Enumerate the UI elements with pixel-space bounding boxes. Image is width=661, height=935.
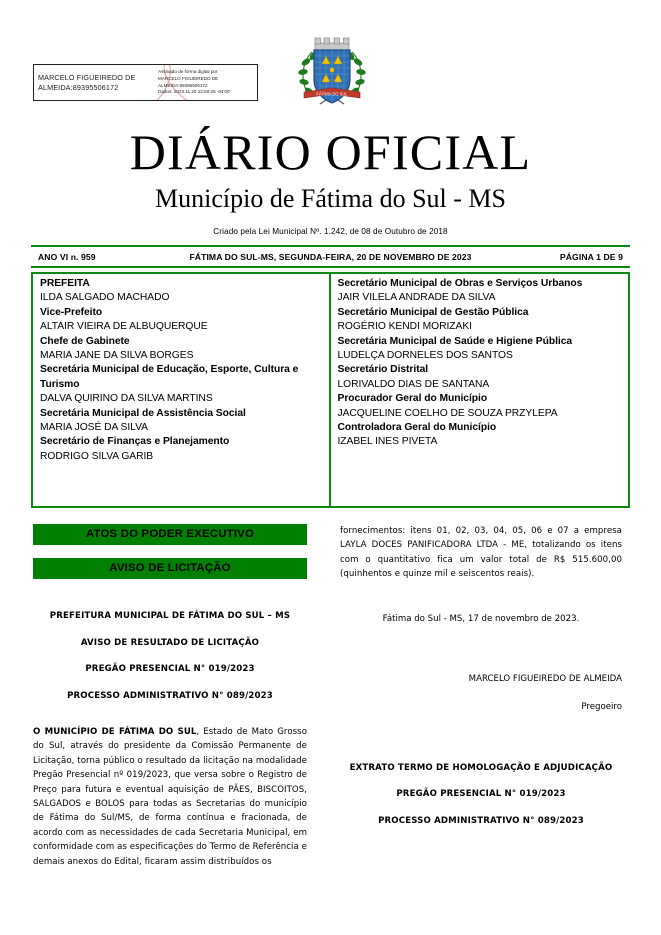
officials-column-right (331, 274, 629, 506)
notice-heading: PROCESSO ADMINISTRATIVO N° 089/2023 (67, 690, 273, 701)
signature-place-date: Fátima do Sul - MS, 17 de novembro de 2023. (382, 613, 580, 624)
signature-detail-line-1: Assinado de forma digital por (158, 69, 218, 75)
notice-paragraph-continuation: fornecimentos: itens 01, 02, 03, 04, 05, 06 e 07 a empresa LAYLA DOCES PANIFICADORA LTDA - ME, totalizando os itens com o quantitativo fica um valor total de R$ 515.600,00 (quinhentos e quinze mil e seiscentos reais). (340, 526, 622, 580)
official-role: Chefe de Gabinete (40, 335, 130, 347)
official-name: ILDA SALGADO MACHADO (40, 292, 170, 304)
masthead-law-line: Criado pela Lei Municipal Nº. 1.242, de 08 de Outubro de 2018 (213, 227, 448, 236)
official-role: Secretário Municipal de Obras e Serviços Urbanos (337, 278, 583, 289)
signature-detail-line-4: Dados: 2023.11.20 12:50:25 -04'00' (158, 89, 231, 95)
official-role: Secretário Municipal de Gestão Pública (337, 306, 529, 318)
homologation-heading: PROCESSO ADMINISTRATIVO N° 089/2023 (378, 815, 584, 826)
official-entry (40, 435, 323, 464)
official-role: Secretário de Finanças e Planejamento (40, 436, 230, 448)
official-entry (40, 363, 323, 406)
official-name: DALVA QUIRINO DA SILVA MARTINS (40, 393, 213, 405)
issue-bar (31, 245, 630, 268)
official-name: MARIA JANE DA SILVA BORGES (40, 350, 194, 362)
signature-details (153, 69, 257, 95)
official-name: JACQUELINE COELHO DE SOUZA PRZYLEPA (337, 407, 558, 419)
official-role: Vice-Prefeito (40, 306, 103, 318)
official-entry (338, 363, 623, 392)
notice-paragraph (33, 725, 307, 869)
section-banner-atos: ATOS DO PODER EXECUTIVO (33, 524, 307, 545)
masthead-subtitle: Município de Fátima do Sul - MS (155, 184, 506, 213)
official-entry (40, 306, 323, 335)
official-name: ALTAIR VIEIRA DE ALBUQUERQUE (40, 321, 208, 333)
section-banner-aviso: AVISO DE LICITAÇÃO (33, 558, 307, 579)
issue-page-number: PÁGINA 1 DE 9 (559, 251, 623, 262)
official-role: Procurador Geral do Município (337, 393, 488, 405)
crest-banner-text: FÁTIMA DO SUL (316, 91, 348, 97)
notice-headings (33, 609, 307, 703)
official-entry (338, 277, 623, 306)
official-entry (40, 335, 323, 364)
official-entry (40, 407, 323, 436)
official-entry (338, 335, 623, 364)
official-entry (338, 392, 623, 421)
notice-heading: PREGÃO PRESENCIAL N° 019/2023 (85, 664, 255, 674)
notice-heading: AVISO DE RESULTADO DE LICITAÇÃO (80, 637, 260, 648)
official-entry (338, 421, 623, 450)
homologation-headings (340, 761, 622, 829)
digital-signature-stamp (33, 64, 258, 101)
masthead (0, 126, 661, 238)
official-entry (40, 277, 323, 306)
official-name: RODRIGO SILVA GARIB (40, 450, 154, 462)
notice-paragraph-body: , Estado de Mato Grosso do Sul, através do presidente da Comissão Permanente de Licitação, torna público o resultado da licitação na modalidade Pregão Presencial nº 019/2023, que versa sobre o Registro de Preço para futura e eventual aquisição de PÃES, BISCOITOS, SALGADOS e BOLOS para todas as Secretarias do município de Fátima do Sul/MS, de forma contínua e fracionada, de acordo com as necessidades de cada Secretaria Municipal, em conformidade com as especificações do Termo de Referência e demais anexos do Edital, ficaram assim distribuídos os (33, 727, 307, 867)
official-name: ROGÉRIO KENDI MORIZAKI (337, 321, 472, 333)
signature-detail-line-2: MARCELO FIGUEIREDO DE (158, 75, 219, 81)
official-entry (338, 306, 623, 335)
official-name: LORIVALDO DIAS DE SANTANA (337, 378, 490, 390)
official-role: PREFEITA (40, 278, 90, 289)
page-title: DIÁRIO OFICIAL (129, 124, 532, 180)
official-role: Secretária Municipal de Assistência Social (40, 407, 246, 419)
signer-role: Pregoeiro (581, 702, 622, 713)
notice-paragraph-lead: O MUNICÍPIO DE FÁTIMA DO SUL (33, 727, 197, 737)
official-name: MARIA JOSÉ DA SILVA (40, 422, 148, 434)
signer-name: MARCELO FIGUEIREDO DE ALMEIDA (468, 674, 622, 685)
body-column-right (340, 524, 622, 828)
officials-box (31, 272, 630, 508)
issue-year-number: ANO VI n. 959 (38, 251, 96, 262)
official-name: JAIR VILELA ANDRADE DA SILVA (337, 292, 496, 304)
official-role: Secretária Municipal de Saúde e Higiene Pública (337, 335, 573, 347)
issue-place-date: FÁTIMA DO SUL-MS, SEGUNDA-FEIRA, 20 DE NOVEMBRO DE 2023 (189, 251, 472, 262)
official-role: Secretária Municipal de Educação, Esporte, Cultura e Turismo (40, 364, 299, 390)
official-name: IZABEL INES PIVETA (337, 436, 438, 448)
signature-subject: MARCELO FIGUEIREDO DE ALMEIDA:89395506172 (38, 72, 136, 92)
municipal-coat-of-arms (296, 32, 368, 118)
official-role: Controladora Geral do Município (337, 422, 497, 434)
homologation-heading: PREGÃO PRESENCIAL N° 019/2023 (396, 789, 566, 800)
signature-detail-line-3: ALMEIDA:89395506172 (158, 82, 208, 88)
notice-heading: PREFEITURA MUNICIPAL DE FÁTIMA DO SUL – MS (49, 611, 291, 621)
official-role: Secretário Distrital (337, 364, 429, 376)
homologation-heading: EXTRATO TERMO DE HOMOLOGAÇÃO E ADJUDICAÇÃO (349, 762, 613, 773)
officials-column-left (33, 274, 331, 506)
body-column-left (33, 524, 307, 869)
official-name: LUDELÇA DORNELES DOS SANTOS (337, 350, 513, 362)
